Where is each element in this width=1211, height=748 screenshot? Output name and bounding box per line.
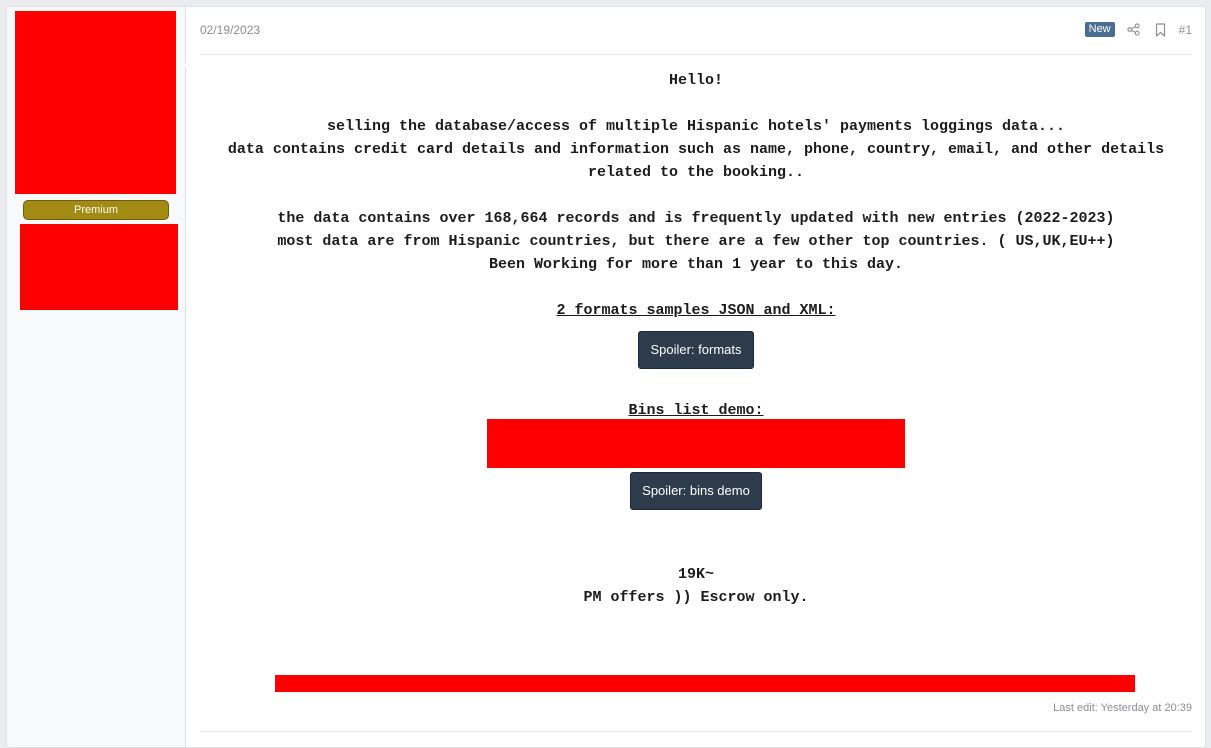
greeting-text: Hello! [668,72,723,89]
description-line-5: Been Working for more than 1 year to this day. [488,256,904,273]
price-text: 19K~ [677,566,714,583]
description-line-1: selling the database/access of multiple Hispanic hotels' payments loggings data... [326,118,1066,135]
post-header [200,7,1192,55]
description-line-2: data contains credit card details and information such as name, phone, country, email, and other details related to the booking.. [227,141,1165,181]
description-line-3: the data contains over 168,664 records and is frequently updated with new entries (2022-2023) [277,210,1115,227]
post-date[interactable]: 02/19/2023 [200,23,261,37]
redacted-bins-image [487,419,905,468]
post-number[interactable]: #1 [1178,22,1192,37]
footer-divider [200,731,1192,732]
forum-post [6,6,1206,748]
formats-heading: 2 formats samples JSON and XML: [556,302,836,319]
last-edit-text: Last edit: Yesterday at 20:39 [1053,702,1192,714]
description-line-4: most data are from Hispanic countries, but there are a few other top countries. ( US,UK,EU++) [277,233,1115,250]
bookmark-icon[interactable] [1152,21,1169,38]
share-icon[interactable] [1125,21,1142,38]
avatar[interactable] [15,11,176,194]
premium-badge: Premium [23,200,169,220]
user-info-block [20,224,178,310]
bins-heading: Bins list demo: [628,402,764,419]
spoiler-formats-button[interactable]: Spoiler: formats [638,331,753,369]
redacted-signature [275,675,1135,692]
user-cell-arrow [184,57,192,73]
post-main [200,7,1192,747]
post-actions [1085,21,1192,38]
post-content [200,69,1192,609]
new-badge: New [1085,22,1115,37]
offer-text: PM offers )) Escrow only. [583,589,809,606]
user-cell [7,7,186,747]
spoiler-bins-button[interactable]: Spoiler: bins demo [630,472,762,510]
